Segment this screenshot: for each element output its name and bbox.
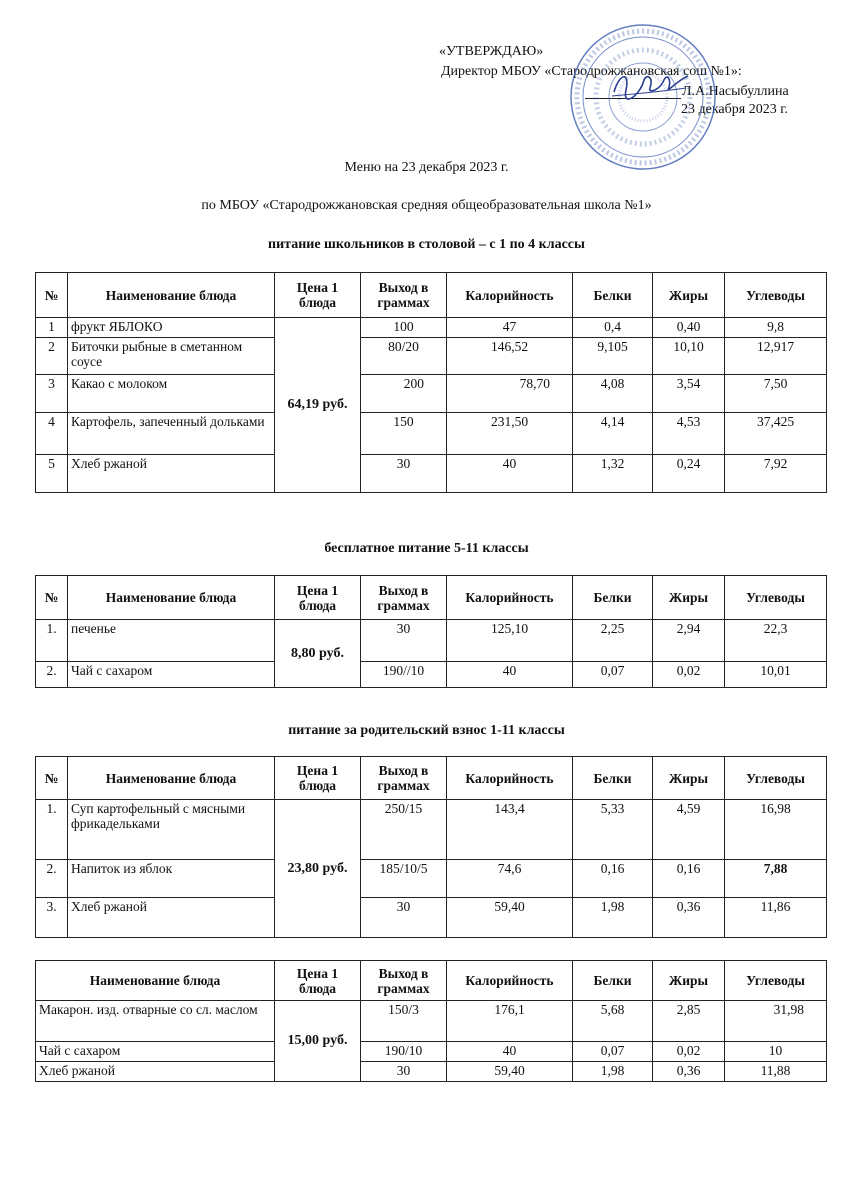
row-name: Чай с сахаром [68,662,275,688]
row-fat: 0,40 [653,318,725,338]
row-carbs: 7,50 [725,375,827,413]
row-fat: 0,24 [653,455,725,493]
row-kcal: 47 [447,318,573,338]
table-row [36,800,827,860]
row-protein: 0,07 [573,662,653,688]
col-kcal: Калорийность [447,757,573,800]
row-carbs: 10,01 [725,662,827,688]
row-num: 1. [36,620,68,662]
row-kcal: 125,10 [447,620,573,662]
row-yield: 30 [361,620,447,662]
col-kcal: Калорийность [447,273,573,318]
table-row [36,898,827,938]
row-yield: 185/10/5 [361,860,447,898]
row-yield: 30 [361,455,447,493]
col-price: Цена 1 блюда [275,757,361,800]
table-row [36,1001,827,1042]
row-fat: 2,85 [653,1001,725,1042]
row-kcal: 176,1 [447,1001,573,1042]
row-price: 64,19 руб. [275,318,361,493]
col-protein: Белки [573,961,653,1001]
row-name: Хлеб ржаной [68,455,275,493]
row-protein: 1,98 [573,1062,653,1082]
menu-table-4 [35,960,827,1082]
row-kcal: 40 [447,1042,573,1062]
table-row [36,455,827,493]
col-yield: Выход в граммах [361,273,447,318]
col-kcal: Калорийность [447,961,573,1001]
row-num: 2. [36,860,68,898]
row-protein: 1,32 [573,455,653,493]
row-protein: 5,33 [573,800,653,860]
table-header [36,273,827,318]
row-kcal: 78,70 [447,375,573,413]
col-fat: Жиры [653,576,725,620]
row-num: 2. [36,662,68,688]
col-protein: Белки [573,576,653,620]
row-yield: 150 [361,413,447,455]
row-carbs: 16,98 [725,800,827,860]
row-fat: 0,02 [653,1042,725,1062]
col-name: Наименование блюда [68,273,275,318]
row-fat: 4,59 [653,800,725,860]
col-carbs: Углеводы [725,273,827,318]
table-row [36,860,827,898]
row-kcal: 143,4 [447,800,573,860]
col-yield: Выход в граммах [361,961,447,1001]
row-name: Макарон. изд. отварные со сл. маслом [36,1001,275,1042]
row-price: 15,00 руб. [275,1001,361,1082]
col-price: Цена 1 блюда [275,576,361,620]
row-fat: 3,54 [653,375,725,413]
col-carbs: Углеводы [725,961,827,1001]
row-yield: 200 [361,375,447,413]
row-protein: 5,68 [573,1001,653,1042]
row-name: Чай с сахаром [36,1042,275,1062]
table-header [36,961,827,1001]
row-num: 4 [36,413,68,455]
table-header [36,757,827,800]
row-protein: 0,4 [573,318,653,338]
row-protein: 1,98 [573,898,653,938]
row-name: печенье [68,620,275,662]
row-kcal: 40 [447,662,573,688]
row-name: Хлеб ржаной [36,1062,275,1082]
row-name: Картофель, запеченный дольками [68,413,275,455]
school-name: по МБОУ «Стародрожжановская средняя общеобразовательная школа №1» [201,198,652,213]
row-protein: 9,105 [573,338,653,375]
row-carbs: 31,98 [725,1001,827,1042]
row-yield: 80/20 [361,338,447,375]
row-name: фрукт ЯБЛОКО [68,318,275,338]
col-kcal: Калорийность [447,576,573,620]
row-protein: 0,16 [573,860,653,898]
col-carbs: Углеводы [725,757,827,800]
row-kcal: 59,40 [447,898,573,938]
row-fat: 2,94 [653,620,725,662]
row-fat: 0,36 [653,1062,725,1082]
row-num: 3 [36,375,68,413]
col-name: Наименование блюда [36,961,275,1001]
row-num: 1 [36,318,68,338]
col-carbs: Углеводы [725,576,827,620]
row-kcal: 74,6 [447,860,573,898]
row-fat: 4,53 [653,413,725,455]
row-protein: 0,07 [573,1042,653,1062]
row-carbs: 22,3 [725,620,827,662]
row-fat: 0,02 [653,662,725,688]
row-yield: 190//10 [361,662,447,688]
table-row [36,1042,827,1062]
approval-director: Директор МБОУ «Стародрожжановская сош №1»: [441,64,742,79]
row-yield: 100 [361,318,447,338]
col-fat: Жиры [653,273,725,318]
row-name: Биточки рыбные в сметанном соусе [68,338,275,375]
table-row [36,318,827,338]
row-yield: 30 [361,1062,447,1082]
col-protein: Белки [573,757,653,800]
row-kcal: 59,40 [447,1062,573,1082]
table-row [36,338,827,375]
approval-date: 23 декабря 2023 г. [681,102,788,117]
row-num: 1. [36,800,68,860]
col-price: Цена 1 блюда [275,273,361,318]
col-fat: Жиры [653,961,725,1001]
approval-name: Л.А.Насыбуллина [682,84,789,99]
section-title-3: питание за родительский взнос 1-11 классы [288,723,565,738]
row-num: 5 [36,455,68,493]
table-header [36,576,827,620]
row-carbs: 7,92 [725,455,827,493]
row-yield: 250/15 [361,800,447,860]
col-name: Наименование блюда [68,576,275,620]
menu-date: Меню на 23 декабря 2023 г. [344,160,509,175]
col-fat: Жиры [653,757,725,800]
col-num: № [36,273,68,318]
table-row [36,413,827,455]
director-signature-icon [610,66,690,106]
row-carbs: 11,88 [725,1062,827,1082]
row-name: Напиток из яблок [68,860,275,898]
row-kcal: 146,52 [447,338,573,375]
section-title-2: бесплатное питание 5-11 классы [324,541,529,556]
approval-title: «УТВЕРЖДАЮ» [439,44,544,59]
section-title-1: питание школьников в столовой – с 1 по 4 классы [268,237,585,252]
col-yield: Выход в граммах [361,757,447,800]
col-num: № [36,576,68,620]
row-protein: 4,14 [573,413,653,455]
row-yield: 190/10 [361,1042,447,1062]
row-carbs: 7,88 [725,860,827,898]
row-num: 2 [36,338,68,375]
row-carbs: 10 [725,1042,827,1062]
row-name: Суп картофельный с мясными фрикадельками [68,800,275,860]
row-yield: 30 [361,898,447,938]
row-num: 3. [36,898,68,938]
row-protein: 4,08 [573,375,653,413]
menu-table-2 [35,575,827,688]
row-name: Хлеб ржаной [68,898,275,938]
table-row [36,662,827,688]
row-protein: 2,25 [573,620,653,662]
table-row [36,1062,827,1082]
row-carbs: 12,917 [725,338,827,375]
table-row [36,620,827,662]
col-yield: Выход в граммах [361,576,447,620]
col-price: Цена 1 блюда [275,961,361,1001]
row-yield: 150/3 [361,1001,447,1042]
row-price: 23,80 руб. [275,800,361,938]
row-carbs: 11,86 [725,898,827,938]
menu-table-3 [35,756,827,938]
row-price: 8,80 руб. [275,620,361,688]
col-num: № [36,757,68,800]
row-kcal: 231,50 [447,413,573,455]
table-row [36,375,827,413]
row-fat: 10,10 [653,338,725,375]
menu-table-1 [35,272,827,493]
row-kcal: 40 [447,455,573,493]
row-name: Какао с молоком [68,375,275,413]
col-protein: Белки [573,273,653,318]
row-fat: 0,16 [653,860,725,898]
col-name: Наименование блюда [68,757,275,800]
row-carbs: 37,425 [725,413,827,455]
row-carbs: 9,8 [725,318,827,338]
row-fat: 0,36 [653,898,725,938]
